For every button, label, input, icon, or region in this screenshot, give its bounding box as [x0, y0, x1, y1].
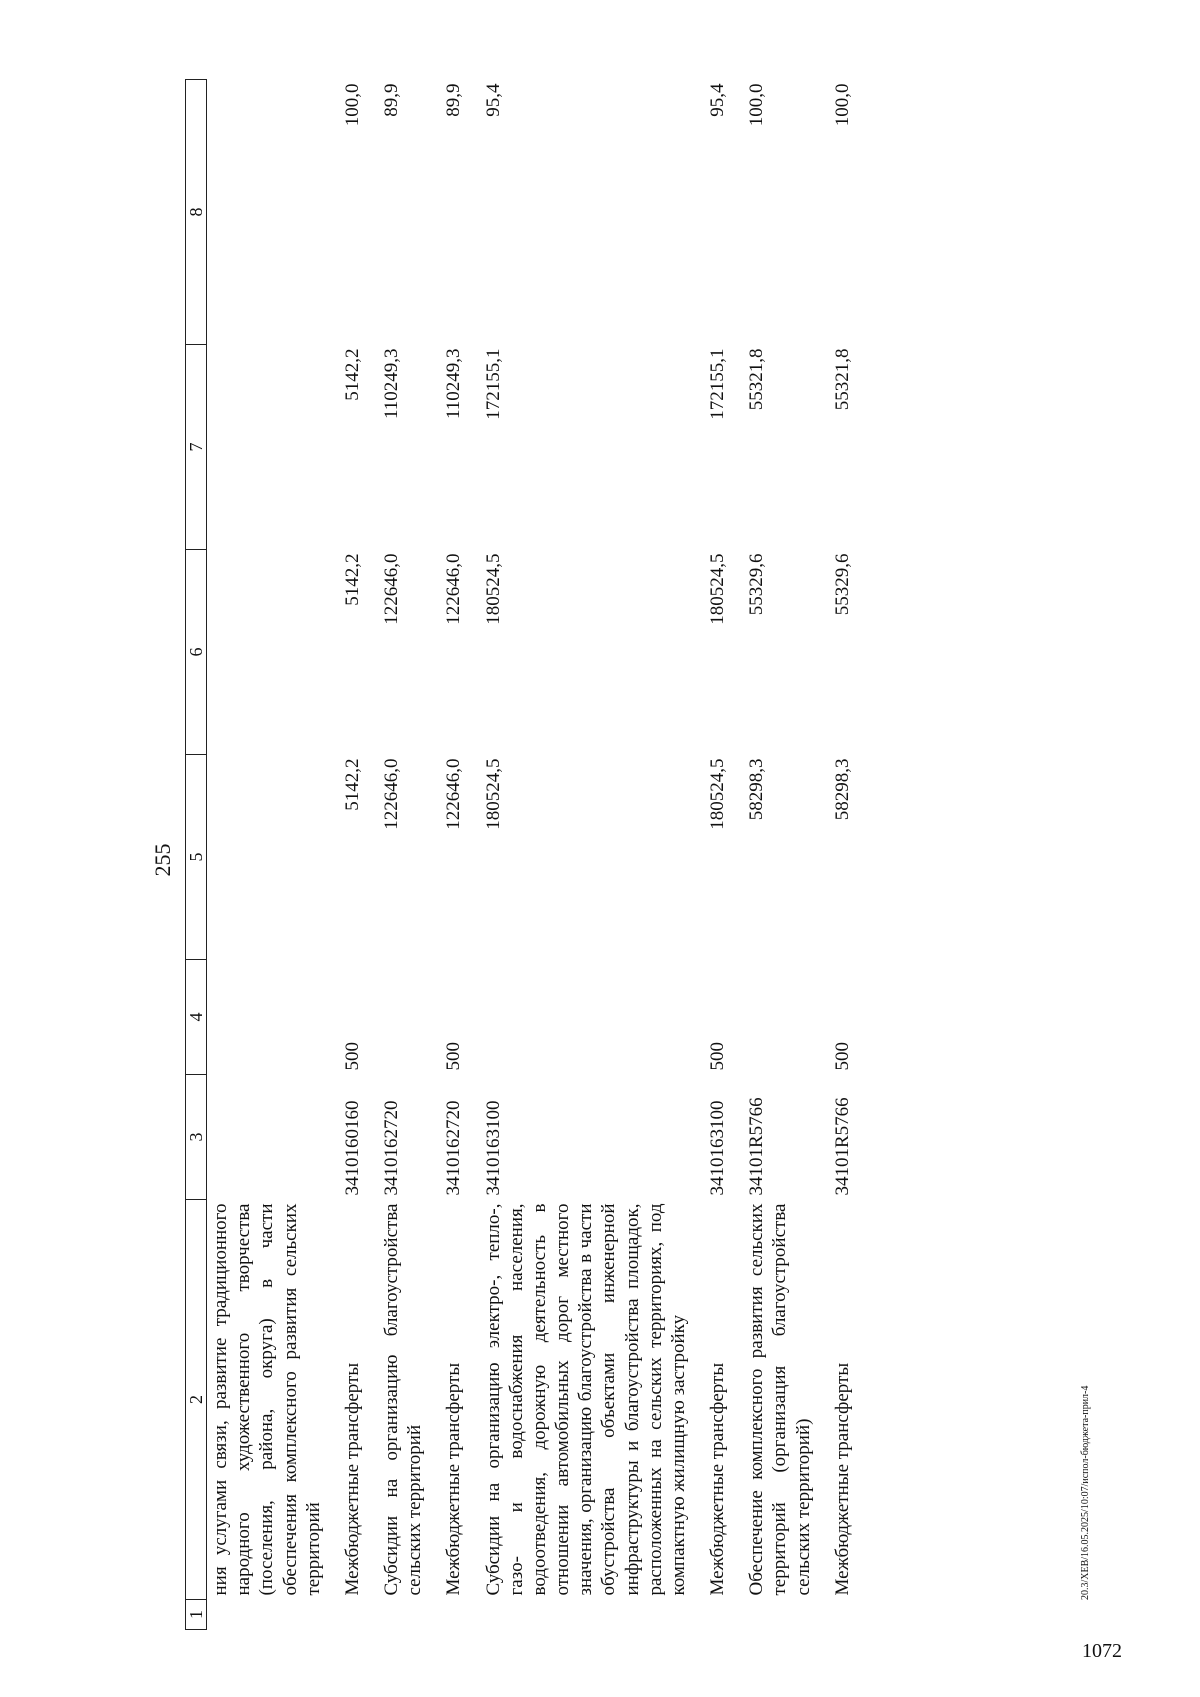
- value-col5: 58298,3: [746, 758, 768, 821]
- table-row: [823, 80, 862, 1630]
- value-col6: 122646,0: [443, 553, 465, 625]
- column-header: 1: [186, 1600, 207, 1630]
- expense-type: 500: [831, 1042, 853, 1071]
- expense-type: [372, 960, 434, 1075]
- value-col7: 172155,1: [482, 348, 504, 420]
- value-col6: 5142,2: [341, 553, 363, 606]
- value-col6: 122646,0: [381, 553, 403, 625]
- target-code: 3410162720: [381, 1100, 403, 1196]
- column-header-row: [186, 80, 207, 1630]
- sheet-number: 1072: [1082, 1640, 1122, 1662]
- target-code: 3410162720: [443, 1100, 465, 1196]
- percent-col8: 100,0: [746, 83, 768, 127]
- page-number: 255: [150, 843, 175, 877]
- expense-type: 500: [443, 1042, 465, 1071]
- column-header: 8: [186, 80, 207, 345]
- table-row: [698, 80, 737, 1630]
- expense-type: [207, 960, 333, 1075]
- value-col6: 180524,5: [482, 553, 504, 625]
- target-code: 34101R5766: [831, 1097, 853, 1196]
- percent-col8: 100,0: [341, 83, 363, 127]
- table-row: [434, 80, 473, 1630]
- expense-type: 500: [341, 1042, 363, 1071]
- value-col6: [207, 550, 333, 755]
- row-name: ния услугами связи, развитие традиционного народного художественного творчества (поселения, района, округа) в части обеспечения комплексного развития сельских территорий: [210, 1203, 324, 1596]
- value-col5: 122646,0: [381, 758, 403, 830]
- row-name: Межбюджетные трансферты: [831, 1362, 853, 1596]
- target-code: 3410163100: [707, 1100, 729, 1196]
- value-col6: 55329,6: [746, 553, 768, 616]
- value-col5: 180524,5: [707, 758, 729, 830]
- value-col5: 122646,0: [443, 758, 465, 830]
- column-header: 4: [186, 960, 207, 1075]
- value-col6: 55329,6: [831, 553, 853, 616]
- row-name: Субсидии на организацию электро-, тепло-, газо- и водоснабжения населения, водоотведения, дорожную деятельность в отношении автомобильных дорог местного значения, организацию благоустройства в части обустройства объектами инженерной инфраструктуры и благоустройства площадок, расположенных на сельских территориях, под компактную жилищную застройку: [482, 1203, 689, 1596]
- budget-table: [185, 79, 862, 1630]
- table-row: [474, 80, 699, 1630]
- column-header: 3: [186, 1075, 207, 1200]
- value-col7: 55321,8: [746, 348, 768, 411]
- value-col7: 110249,3: [381, 348, 403, 420]
- row-name: Субсидии на организацию благоустройства сельских территорий: [381, 1203, 426, 1596]
- value-col7: [207, 345, 333, 550]
- percent-col8: 95,4: [482, 83, 504, 117]
- value-col5: 58298,3: [831, 758, 853, 821]
- value-col6: 180524,5: [707, 553, 729, 625]
- target-code: 3410163100: [482, 1100, 504, 1196]
- value-col7: 55321,8: [831, 348, 853, 411]
- percent-col8: 89,9: [443, 83, 465, 117]
- column-header: 5: [186, 755, 207, 960]
- expense-type: [737, 960, 823, 1075]
- column-header: 2: [186, 1200, 207, 1600]
- column-header: 6: [186, 550, 207, 755]
- percent-col8: 95,4: [707, 83, 729, 117]
- table-row: [737, 80, 823, 1630]
- percent-col8: 89,9: [381, 83, 403, 117]
- value-col7: 5142,2: [341, 348, 363, 401]
- row-name: Обеспечение комплексного развития сельских территорий (организация благоустройства сельских территорий): [746, 1203, 814, 1596]
- table-row: [372, 80, 434, 1630]
- target-code: 34101R5766: [746, 1097, 768, 1196]
- expense-type: [474, 960, 699, 1075]
- value-col5: 180524,5: [482, 758, 504, 830]
- document-footer-code: 20.3/ХЕВ/16.05.2025/10:07/испол-бюджета-прил-4: [1080, 1385, 1091, 1600]
- value-col5: [207, 755, 333, 960]
- value-col5: 5142,2: [341, 758, 363, 811]
- value-col7: 172155,1: [707, 348, 729, 420]
- row-name: Межбюджетные трансферты: [443, 1362, 465, 1596]
- value-col7: 110249,3: [443, 348, 465, 420]
- expense-type: 500: [707, 1042, 729, 1071]
- percent-col8: [207, 80, 333, 345]
- row-name: Межбюджетные трансферты: [707, 1362, 729, 1596]
- table-row: [207, 80, 333, 1630]
- percent-col8: 100,0: [831, 83, 853, 127]
- table-row: [333, 80, 372, 1630]
- target-code: [207, 1075, 333, 1200]
- rotated-page: [130, 60, 1030, 1660]
- row-name: Межбюджетные трансферты: [341, 1362, 363, 1596]
- target-code: 3410160160: [341, 1100, 363, 1196]
- column-header: 7: [186, 345, 207, 550]
